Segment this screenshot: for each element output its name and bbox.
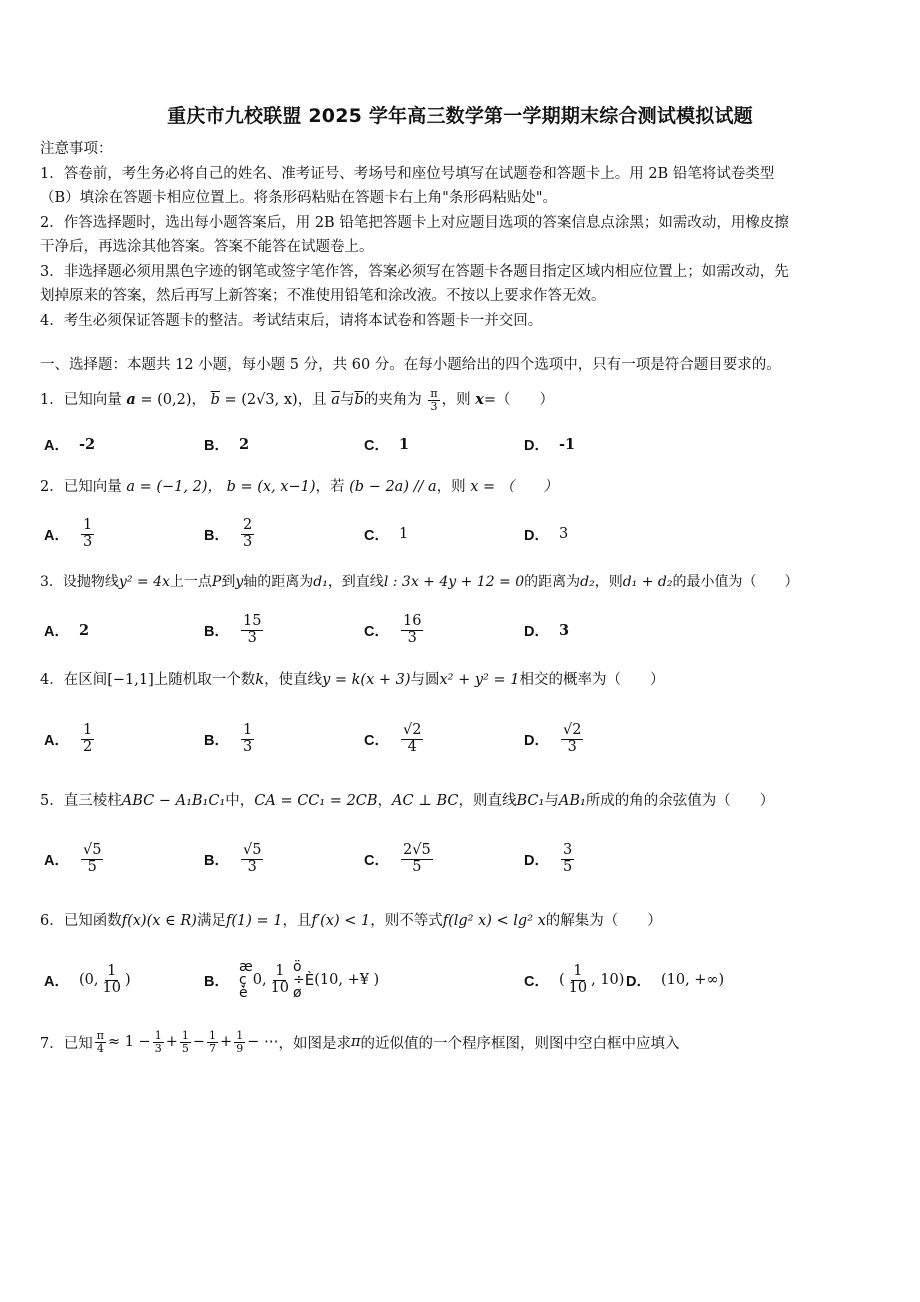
option-c[interactable]: C． $\frac{2√5}{5}$ — [364, 842, 431, 875]
option-a[interactable]: A． (0, $\frac{1}{10}$ ) — [44, 963, 131, 996]
page-title: 重庆市九校联盟 2025 学年高三数学第一学期期末综合测试模拟试题 — [167, 105, 753, 127]
option-b[interactable]: B． $\frac{2}{3}$ — [204, 517, 253, 550]
option-b[interactable]: B． $\frac{1}{3}$ — [204, 722, 253, 755]
option-d[interactable]: D． 3 — [524, 621, 570, 640]
option-a[interactable]: A． $\frac{1}{2}$ — [44, 722, 93, 755]
notes-line: （B）填涂在答题卡相应位置上。将条形码粘贴在答题卡右上角"条形码粘贴处"。 — [40, 190, 557, 206]
option-c[interactable]: C． $\frac{16}{3}$ — [364, 613, 422, 646]
option-c[interactable]: C． ( $\frac{1}{10}$ , 10) — [524, 963, 625, 996]
option-a[interactable]: A． $\frac{√5}{5}$ — [44, 842, 102, 875]
option-d[interactable]: D． $\frac{3}{5}$ — [524, 842, 573, 875]
option-c[interactable]: C． 1 — [364, 435, 410, 454]
question-7: 7．已知 $\frac{\pi}{4}$ ≈ 1 − $\frac{1}{3}$ + $\frac{1}{5}$ − $\frac{1}{7}$ + $\frac{1}{9}$ − ⋯ ，如图是求 π 的近似值的一个程序框图，则图中空白框中应填入 — [40, 1028, 680, 1055]
option-b[interactable]: B． æ ç è 0, $\frac{1}{10}$ ö ÷ ø È (10, +¥ ) — [204, 958, 380, 1001]
notes-block — [40, 137, 885, 333]
fraction: $\frac{\pi}{3}$ — [430, 387, 438, 413]
option-b[interactable]: B． $\frac{15}{3}$ — [204, 613, 262, 646]
options-q5 — [44, 837, 864, 881]
notes-line: 划掉原来的答案，然后再写上新答案；不准使用铅笔和涂改液。不按以上要求作答无效。 — [40, 288, 606, 304]
notes-line: 1．答卷前，考生务必将自己的姓名、准考证号、考场号和座位号填写在试题卷和答题卡上。用 2B 铅笔将试卷类型 — [40, 165, 775, 182]
option-c[interactable]: C． 1 — [364, 526, 409, 544]
section-heading: 一、选择题：本题共 12 小题，每小题 5 分，共 60 分。在每小题给出的四个选项中，只有一项是符合题目要求的。 — [40, 357, 781, 373]
option-a[interactable]: A． 2 — [44, 621, 90, 640]
option-a[interactable]: A． $\frac{1}{3}$ — [44, 517, 93, 550]
options-q6 — [44, 958, 864, 1002]
option-d[interactable]: D． $\frac{√2}{3}$ — [524, 722, 582, 755]
notes-line: 2．作答选择题时，选出每小题答案后，用 2B 铅笔把答题卡上对应题目选项的答案信息点涂黑；如需改动，用橡皮擦 — [40, 214, 789, 231]
question-5: 5．直三棱柱ABC − A₁B₁C₁中，CA = CC₁ = 2CB，AC ⊥ BC，则直线BC₁与AB₁所成的角的余弦值为（ ） — [40, 793, 775, 809]
question-1: 1．已知向量 a = (0,2)， $\overline{b} = (2√3$, x)，且 $\overline{a}$与$\overline{b}$的夹角为 $\frac{\pi}{3}$ ，则 x=（ ） — [40, 387, 555, 413]
options-q1 — [44, 422, 864, 466]
question-3: 3．设抛物线y² = 4x上一点P到y轴的距离为d₁，到直线l : 3x + 4y + 12 = 0的距离为d₂，则d₁ + d₂的最小值为（ ） — [40, 574, 799, 590]
notes-line: 4．考生必须保证答题卡的整洁。考试结束后，请将本试卷和答题卡一并交回。 — [40, 312, 543, 329]
option-d[interactable]: D． 3 — [524, 526, 569, 544]
option-d[interactable]: D． (10, +∞) — [626, 972, 725, 990]
options-q3 — [44, 608, 864, 652]
notes-line: 3．非选择题必须用黑色字迹的钢笔或签字笔作答，答案必须写在答题卡各题目指定区域内相应位置上；如需改动，先 — [40, 263, 789, 280]
option-a[interactable]: A． -2 — [44, 435, 96, 454]
option-b[interactable]: B． 2 — [204, 435, 250, 454]
garbled-glyphs: æ ç è — [238, 958, 253, 1001]
question-6: 6．已知函数f(x)(x ∈ R)满足f(1) = 1，且f′(x) < 1，则不等式f(lg² x) < lg² x的解集为（ ） — [40, 913, 662, 929]
question-2: 2．已知向量 a = (−1, 2)， b = (x, x−1)，若 (b − 2a) // a，则 x = （ ） — [40, 479, 558, 495]
garbled-glyphs: ö ÷ ø — [293, 958, 305, 1001]
option-c[interactable]: C． $\frac{√2}{4}$ — [364, 722, 422, 755]
notes-heading: 注意事项： — [40, 141, 113, 157]
options-q4 — [44, 717, 864, 761]
notes-line: 干净后，再选涂其他答案。答案不能答在试题卷上。 — [40, 239, 374, 255]
options-q2 — [44, 512, 864, 556]
question-4: 4．在区间[−1,1]上随机取一个数k，使直线y = k(x + 3)与圆x² + y² = 1相交的概率为（ ） — [40, 672, 665, 688]
option-d[interactable]: D． -1 — [524, 435, 576, 454]
option-b[interactable]: B． $\frac{√5}{3}$ — [204, 842, 262, 875]
